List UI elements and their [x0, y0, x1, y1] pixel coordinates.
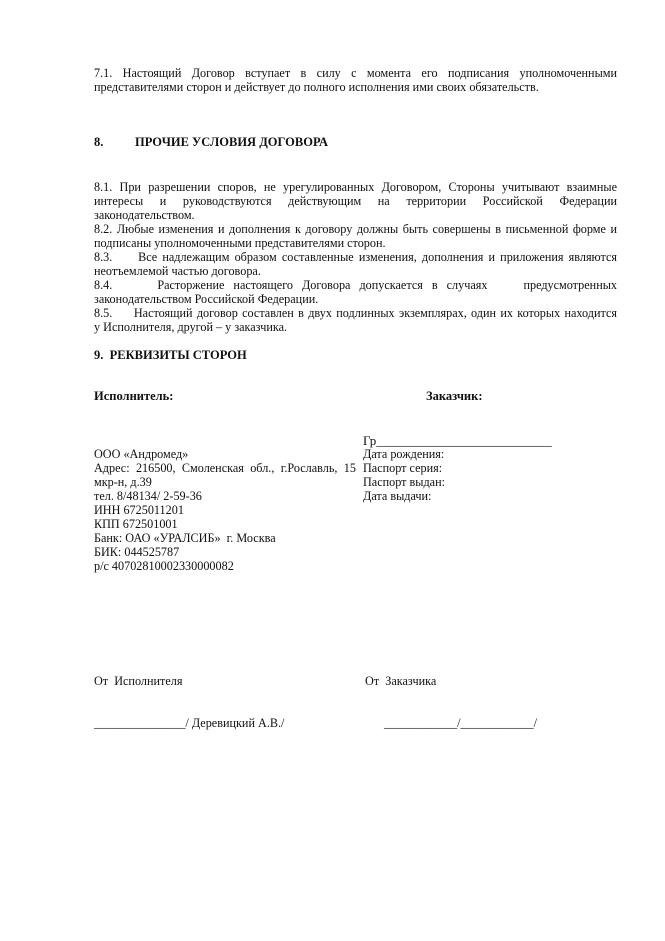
paragraph-8-2-line: подписаны уполномоченными представителями сторон.	[94, 236, 386, 250]
executor-sign-from: От Исполнителя	[94, 674, 183, 688]
paragraph-8-4-line: законодательством Российской Федерации.	[94, 292, 319, 306]
paragraph-7-1	[94, 66, 617, 94]
executor-detail-line: р/с 40702810002330000082	[94, 559, 234, 573]
paragraph-8-4	[94, 278, 617, 306]
section-8-number: 8.	[94, 135, 104, 149]
paragraph-8-3-line: неотъемлемой частью договора.	[94, 264, 261, 278]
customer-detail-line: Дата выдачи:	[363, 489, 432, 503]
executor-detail-line: ИНН 6725011201	[94, 503, 184, 517]
paragraph-8-1-line: 8.1. При разрешении споров, не урегулированных Договором, Стороны учитывают взаимные	[94, 180, 617, 194]
customer-sign-from: От Заказчика	[365, 674, 437, 688]
paragraph-8-2	[94, 222, 617, 250]
executor-detail-line: БИК: 044525787	[94, 545, 180, 559]
paragraph-8-3	[94, 250, 617, 278]
paragraph-8-4-line: 8.4. Расторжение настоящего Договора допускается в случаях предусмотренных	[94, 278, 617, 292]
customer-detail-line: Паспорт серия:	[363, 461, 443, 475]
paragraph-7-1-line: 7.1. Настоящий Договор вступает в силу с момента его подписания уполномоченными	[94, 66, 617, 80]
executor-detail-line: тел. 8/48134/ 2-59-36	[94, 489, 202, 503]
executor-detail-line: Адрес: 216500, Смоленская обл., г.Рославль, 15	[94, 461, 356, 475]
customer-detail-line: Дата рождения:	[363, 447, 445, 461]
executor-label: Исполнитель:	[94, 389, 174, 403]
section-9-title: 9. РЕКВИЗИТЫ СТОРОН	[94, 348, 247, 362]
paragraph-8-2-line: 8.2. Любые изменения и дополнения к договору должны быть совершены в письменной форме и	[94, 222, 617, 236]
paragraph-8-1-line: интересы и руководствуются действующим на территории Российской Федерации	[94, 194, 617, 208]
section-8-title: ПРОЧИЕ УСЛОВИЯ ДОГОВОРА	[135, 135, 329, 149]
customer-label: Заказчик:	[426, 389, 483, 403]
executor-detail-line: Банк: ОАО «УРАЛСИБ» г. Москва	[94, 531, 276, 545]
customer-signature-line: ____________/____________/	[384, 716, 538, 730]
paragraph-7-1-line: представителями сторон и действует до полного исполнения ими своих обязательств.	[94, 80, 539, 94]
customer-detail-line: Паспорт выдан:	[363, 475, 446, 489]
paragraph-8-5-line: у Исполнителя, другой – у заказчика.	[94, 320, 288, 334]
customer-name-line: Гр___________________________	[363, 433, 552, 448]
paragraph-8-5-line: 8.5. Настоящий договор составлен в двух подлинных экземплярах, один их которых находится	[94, 306, 617, 320]
executor-detail-line: ООО «Андромед»	[94, 447, 189, 461]
executor-details	[94, 447, 356, 573]
executor-detail-line: мкр-н, д.39	[94, 475, 152, 489]
executor-detail-line: КПП 672501001	[94, 517, 178, 531]
customer-details	[363, 447, 445, 503]
paragraph-8-1-line: законодательством.	[94, 208, 195, 222]
paragraph-8-5	[94, 306, 617, 334]
paragraph-8-3-line: 8.3. Все надлежащим образом составленные изменения, дополнения и приложения являются	[94, 250, 617, 264]
executor-signature-line: _______________/ Деревицкий А.В./	[94, 716, 285, 730]
paragraph-8-1	[94, 180, 617, 222]
